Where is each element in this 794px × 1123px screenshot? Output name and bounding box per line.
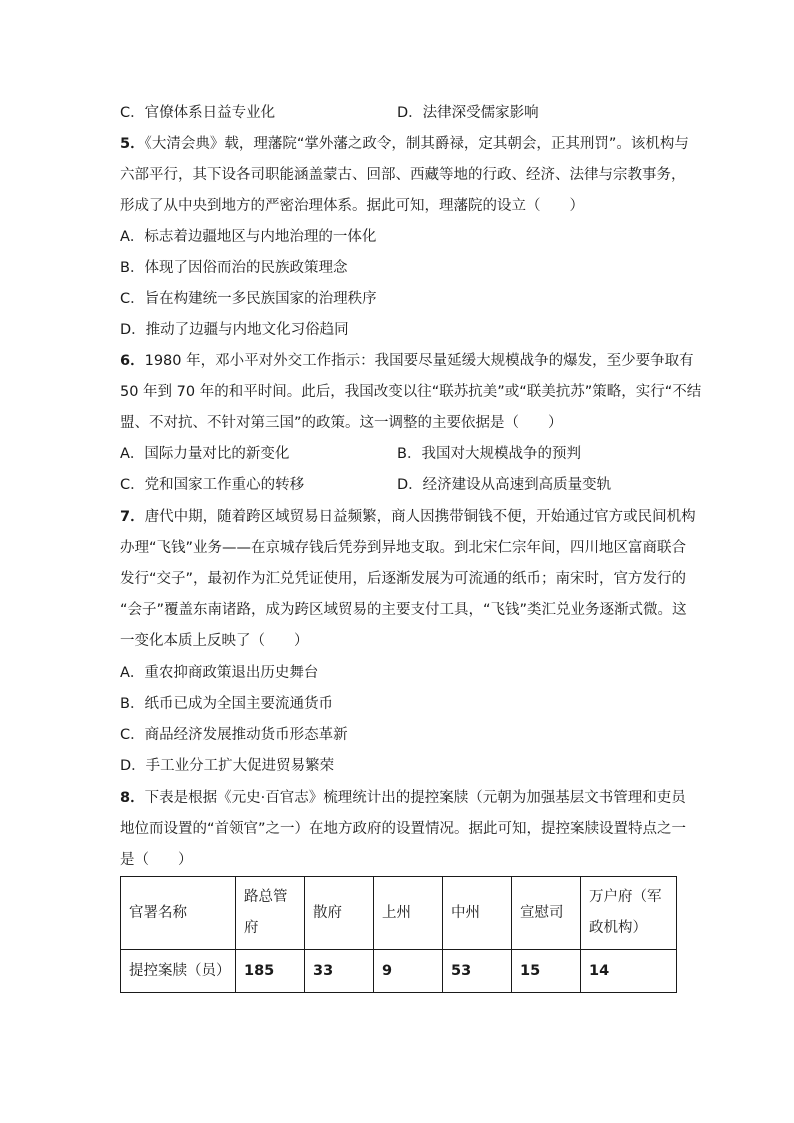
header-cell-shangzhou: 上州 bbox=[374, 877, 443, 950]
q8-stem-line-3: 是（ ） bbox=[120, 852, 193, 868]
q7-option-b: B．纸币已成为全国主要流通货币 bbox=[120, 696, 333, 712]
q6-option-a: A．国际力量对比的新变化 bbox=[120, 446, 290, 462]
q5-stem-line-1 bbox=[120, 134, 689, 154]
q7-stem-line-3: 发行“交子”，最初作为汇兑凭证使用，后逐渐发展为可流通的纸币；南宋时，官方发行的 bbox=[120, 571, 687, 587]
header-cell-xuanweisi: 宣慰司 bbox=[512, 877, 581, 950]
q4-option-d: D．法律深受儒家影响 bbox=[397, 105, 539, 121]
q6-option-c: C．党和国家工作重心的转移 bbox=[120, 477, 305, 493]
table-data-row bbox=[121, 950, 677, 993]
q8-stem-line-2: 地位而设置的“首领官”之一）在地方政府的设置情况。据此可知，提控案牍设置特点之一 bbox=[120, 821, 687, 837]
q7-stem-text-1: 唐代中期，随着跨区域贸易日益频繁，商人因携带铜钱不便，开始通过官方或民间机构 bbox=[144, 509, 696, 525]
q7-stem-line-4: “会子”覆盖东南诸路，成为跨区域贸易的主要支付工具，“飞钱”类汇兑业务逐渐式微。这 bbox=[120, 602, 687, 618]
value-cell-zhongzhou: 53 bbox=[443, 950, 512, 993]
value-cell-wanhufu: 14 bbox=[581, 950, 677, 993]
value-cell-sanfu: 33 bbox=[305, 950, 374, 993]
q6-stem-text-1: 1980 年，邓小平对外交工作指示：我国要尽量延缓大规模战争的爆发，至少要争取有 bbox=[144, 353, 694, 369]
q4-option-c: C．官僚体系日益专业化 bbox=[120, 105, 276, 121]
q5-option-b: B．体现了因俗而治的民族政策理念 bbox=[120, 260, 348, 276]
q6-stem-line-3: 盟、不对抗、不针对第三国”的政策。这一调整的主要依据是（ ） bbox=[120, 415, 563, 431]
q6-option-b: B．我国对大规模战争的预判 bbox=[397, 446, 581, 462]
q6-option-d: D．经济建设从高速到高质量变轨 bbox=[397, 477, 612, 493]
q5-stem-text-1: 《大清会典》载，理藩院“掌外藩之政令，制其爵禄，定其朝会，正其刑罚”。该机构与 bbox=[144, 136, 689, 152]
q7-option-c: C．商品经济发展推动货币形态革新 bbox=[120, 727, 348, 743]
q7-option-a: A．重农抑商政策退出历史舞台 bbox=[120, 665, 319, 681]
table-header-row bbox=[121, 877, 677, 950]
q8-data-table bbox=[120, 876, 677, 993]
q5-stem-line-3: 形成了从中央到地方的严密治理体系。据此可知，理藩院的设立（ ） bbox=[120, 198, 584, 214]
q8-stem-text-1: 下表是根据《元史·百官志》梳理统计出的提控案牍（元朝为加强基层文书管理和吏员 bbox=[144, 790, 686, 806]
q5-option-d: D．推动了边疆与内地文化习俗趋同 bbox=[120, 322, 349, 338]
value-cell-shangzhou: 9 bbox=[374, 950, 443, 993]
header-cell-wanhufu: 万户府（军 政机构） bbox=[581, 877, 677, 950]
row-label-cell: 提控案牍（员） bbox=[121, 950, 236, 993]
q7-option-d: D．手工业分工扩大促进贸易繁荣 bbox=[120, 758, 335, 774]
q7-number: 7． bbox=[120, 509, 145, 525]
q6-stem-line-2: 50 年到 70 年的和平时间。此后，我国改变以往“联苏抗美”或“联美抗苏”策略，实行“不结 bbox=[120, 384, 702, 400]
header-cell-zhongzhou: 中州 bbox=[443, 877, 512, 950]
q7-stem-line-5: 一变化本质上反映了（ ） bbox=[120, 633, 309, 649]
header-cell-lu: 路总管 府 bbox=[236, 877, 305, 950]
q5-number: 5． bbox=[120, 136, 145, 152]
value-cell-lu: 185 bbox=[236, 950, 305, 993]
q6-number: 6． bbox=[120, 353, 145, 369]
q7-stem-line-2: 办理“飞钱”业务——在京城存钱后凭券到异地支取。到北宋仁宗年间，四川地区富商联合 bbox=[120, 540, 687, 556]
q8-stem-line-1 bbox=[120, 788, 686, 808]
q8-number: 8． bbox=[120, 790, 145, 806]
q5-stem-line-2: 六部平行，其下设各司职能涵盖蒙古、回部、西藏等地的行政、经济、法律与宗教事务， bbox=[120, 167, 686, 183]
q6-stem-line-1 bbox=[120, 351, 694, 371]
q5-option-a: A．标志着边疆地区与内地治理的一体化 bbox=[120, 229, 377, 245]
q5-option-c: C．旨在构建统一多民族国家的治理秩序 bbox=[120, 291, 377, 307]
header-label-cell: 官署名称 bbox=[121, 877, 236, 950]
header-cell-sanfu: 散府 bbox=[305, 877, 374, 950]
value-cell-xuanweisi: 15 bbox=[512, 950, 581, 993]
q7-stem-line-1 bbox=[120, 507, 696, 527]
